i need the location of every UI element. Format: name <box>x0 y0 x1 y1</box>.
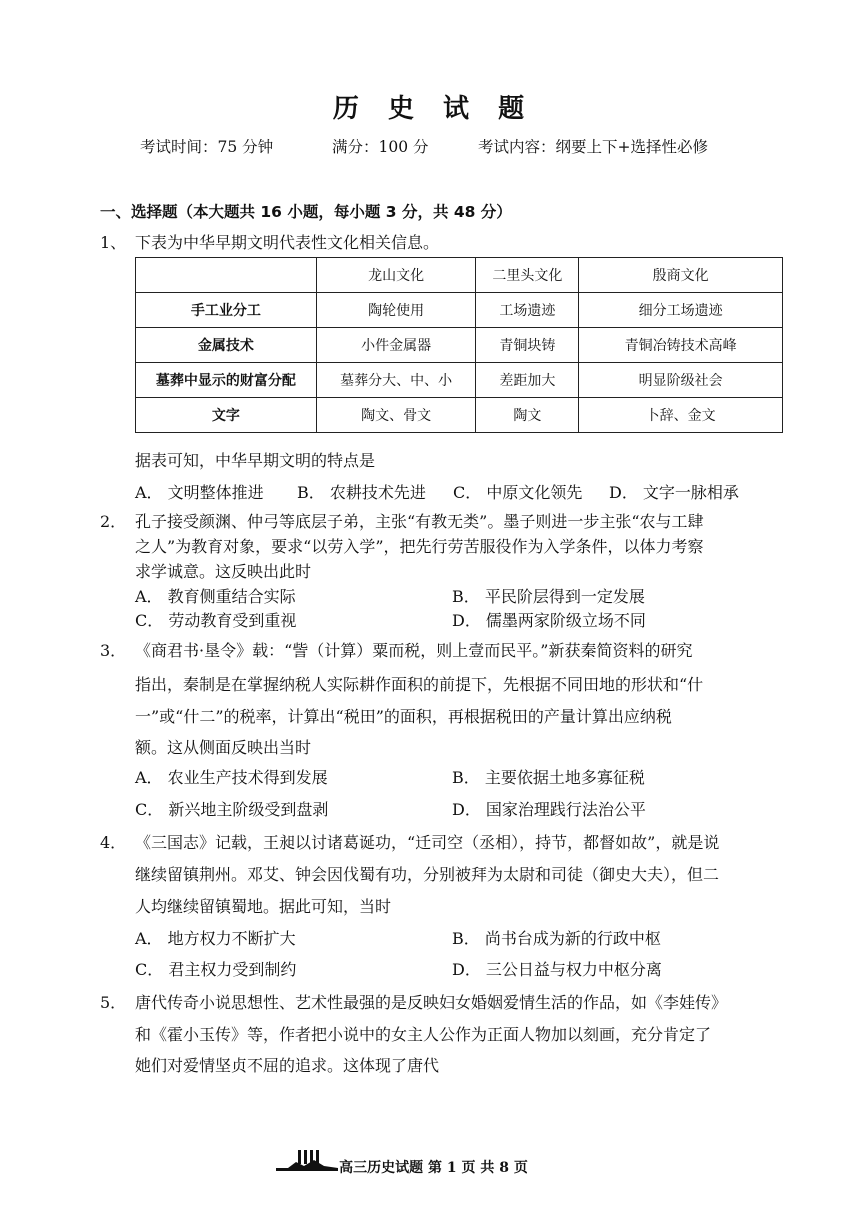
q2-option-a: A． 教育侧重结合实际 <box>135 587 296 606</box>
q4-line: 继续留镇荆州。邓艾、钟会因伐蜀有功，分别被拜为太尉和司徒（御史大夫），但二 <box>135 865 720 884</box>
table-cell: 墓葬分大、中、小 <box>316 363 476 398</box>
q1-option-c: C． 中原文化领先 <box>453 483 583 502</box>
table-cell: 细分工场遗迹 <box>579 293 783 328</box>
q1-table <box>135 257 783 433</box>
q5-line: 和《霍小玉传》等，作者把小说中的女主人公作为正面人物加以刻画，充分肯定了 <box>135 1025 712 1044</box>
q1-stem: 下表为中华早期文明代表性文化相关信息。 <box>135 233 440 252</box>
q1-option-a: A． 文明整体推进 <box>135 483 264 502</box>
exam-time: 考试时间：75 分钟 <box>140 138 274 156</box>
table-cell: 卜辞、金文 <box>579 398 783 433</box>
table-row <box>136 363 783 398</box>
q3-option-c: C． 新兴地主阶级受到盘剥 <box>135 800 329 819</box>
table-row <box>136 293 783 328</box>
q2-line: 之人”为教育对象，要求“以劳入学”，把先行劳苦服役作为入学条件，以体力考察 <box>135 537 704 556</box>
q4-option-c: C． 君主权力受到制约 <box>135 960 297 979</box>
q5-line: 她们对爱情坚贞不屈的追求。这体现了唐代 <box>135 1056 440 1075</box>
section-heading: 一、选择题（本大题共 16 小题，每小题 3 分，共 48 分） <box>100 203 512 221</box>
table-cell: 青铜块铸 <box>476 328 579 363</box>
q1-number: 1、 <box>100 233 127 252</box>
q3-number: 3． <box>100 641 127 660</box>
table-header-cell: 二里头文化 <box>476 258 579 293</box>
q3-option-b: B． 主要依据土地多寡征税 <box>452 768 645 787</box>
table-cell: 小件金属器 <box>316 328 476 363</box>
table-header-cell: 殷商文化 <box>579 258 783 293</box>
q2-number: 2． <box>100 512 127 531</box>
q3-option-a: A． 农业生产技术得到发展 <box>135 768 328 787</box>
q5-number: 5． <box>100 993 127 1012</box>
exam-content: 考试内容：纲要上下+选择性必修 <box>478 138 708 156</box>
q1-question: 据表可知，中华早期文明的特点是 <box>135 451 376 470</box>
q3-line: 一”或“什二”的税率，计算出“税田”的面积，再根据税田的产量计算出应纳税 <box>135 707 672 726</box>
table-header-cell <box>136 258 317 293</box>
q2-option-d: D． 儒墨两家阶级立场不同 <box>452 611 646 630</box>
table-row-header: 墓葬中显示的财富分配 <box>136 363 317 398</box>
q3-option-d: D． 国家治理践行法治公平 <box>452 800 646 819</box>
table-cell: 青铜冶铸技术高峰 <box>579 328 783 363</box>
table-header-row <box>136 258 783 293</box>
exam-score: 满分：100 分 <box>332 138 429 156</box>
exam-title: 历 史 试 题 <box>332 94 535 124</box>
q1-option-d: D． 文字一脉相承 <box>609 483 739 502</box>
table-cell: 差距加大 <box>476 363 579 398</box>
table-row-header: 文字 <box>136 398 317 433</box>
q3-line: 指出，秦制是在掌握纳税人实际耕作面积的前提下，先根据不同田地的形状和“什 <box>135 675 704 694</box>
page-footer: 高三历史试题 第 1 页 共 8 页 <box>339 1160 528 1176</box>
q3-line: 额。这从侧面反映出当时 <box>135 738 312 757</box>
q4-line: 人均继续留镇蜀地。据此可知，当时 <box>135 897 392 916</box>
q2-line: 孔子接受颜渊、仲弓等底层子弟，主张“有教无类”。墨子则进一步主张“农与工肆 <box>135 512 704 531</box>
q2-option-c: C． 劳动教育受到重视 <box>135 611 297 630</box>
table-cell: 工场遗迹 <box>476 293 579 328</box>
q3-line: 《商君书·垦令》载：“訾（计算）粟而税，则上壹而民平。”新获秦简资料的研究 <box>135 641 693 660</box>
table-cell: 陶文、骨文 <box>316 398 476 433</box>
table-row <box>136 398 783 433</box>
q1-option-b: B． 农耕技术先进 <box>297 483 426 502</box>
table-cell: 明显阶级社会 <box>579 363 783 398</box>
q2-line: 求学诚意。这反映出此时 <box>135 562 312 581</box>
table-row-header: 金属技术 <box>136 328 317 363</box>
table-row-header: 手工业分工 <box>136 293 317 328</box>
q2-option-b: B． 平民阶层得到一定发展 <box>452 587 645 606</box>
q4-option-d: D． 三公日益与权力中枢分离 <box>452 960 662 979</box>
table-cell: 陶文 <box>476 398 579 433</box>
q5-line: 唐代传奇小说思想性、艺术性最强的是反映妇女婚姻爱情生活的作品，如《李娃传》 <box>135 993 728 1012</box>
q4-option-b: B． 尚书台成为新的行政中枢 <box>452 929 661 948</box>
q4-option-a: A． 地方权力不断扩大 <box>135 929 296 948</box>
table-header-cell: 龙山文化 <box>316 258 476 293</box>
table-cell: 陶轮使用 <box>316 293 476 328</box>
table-row <box>136 328 783 363</box>
q4-number: 4． <box>100 833 127 852</box>
q4-line: 《三国志》记载，王昶以讨诸葛诞功，“迁司空（丞相），持节，都督如故”，就是说 <box>135 833 720 852</box>
